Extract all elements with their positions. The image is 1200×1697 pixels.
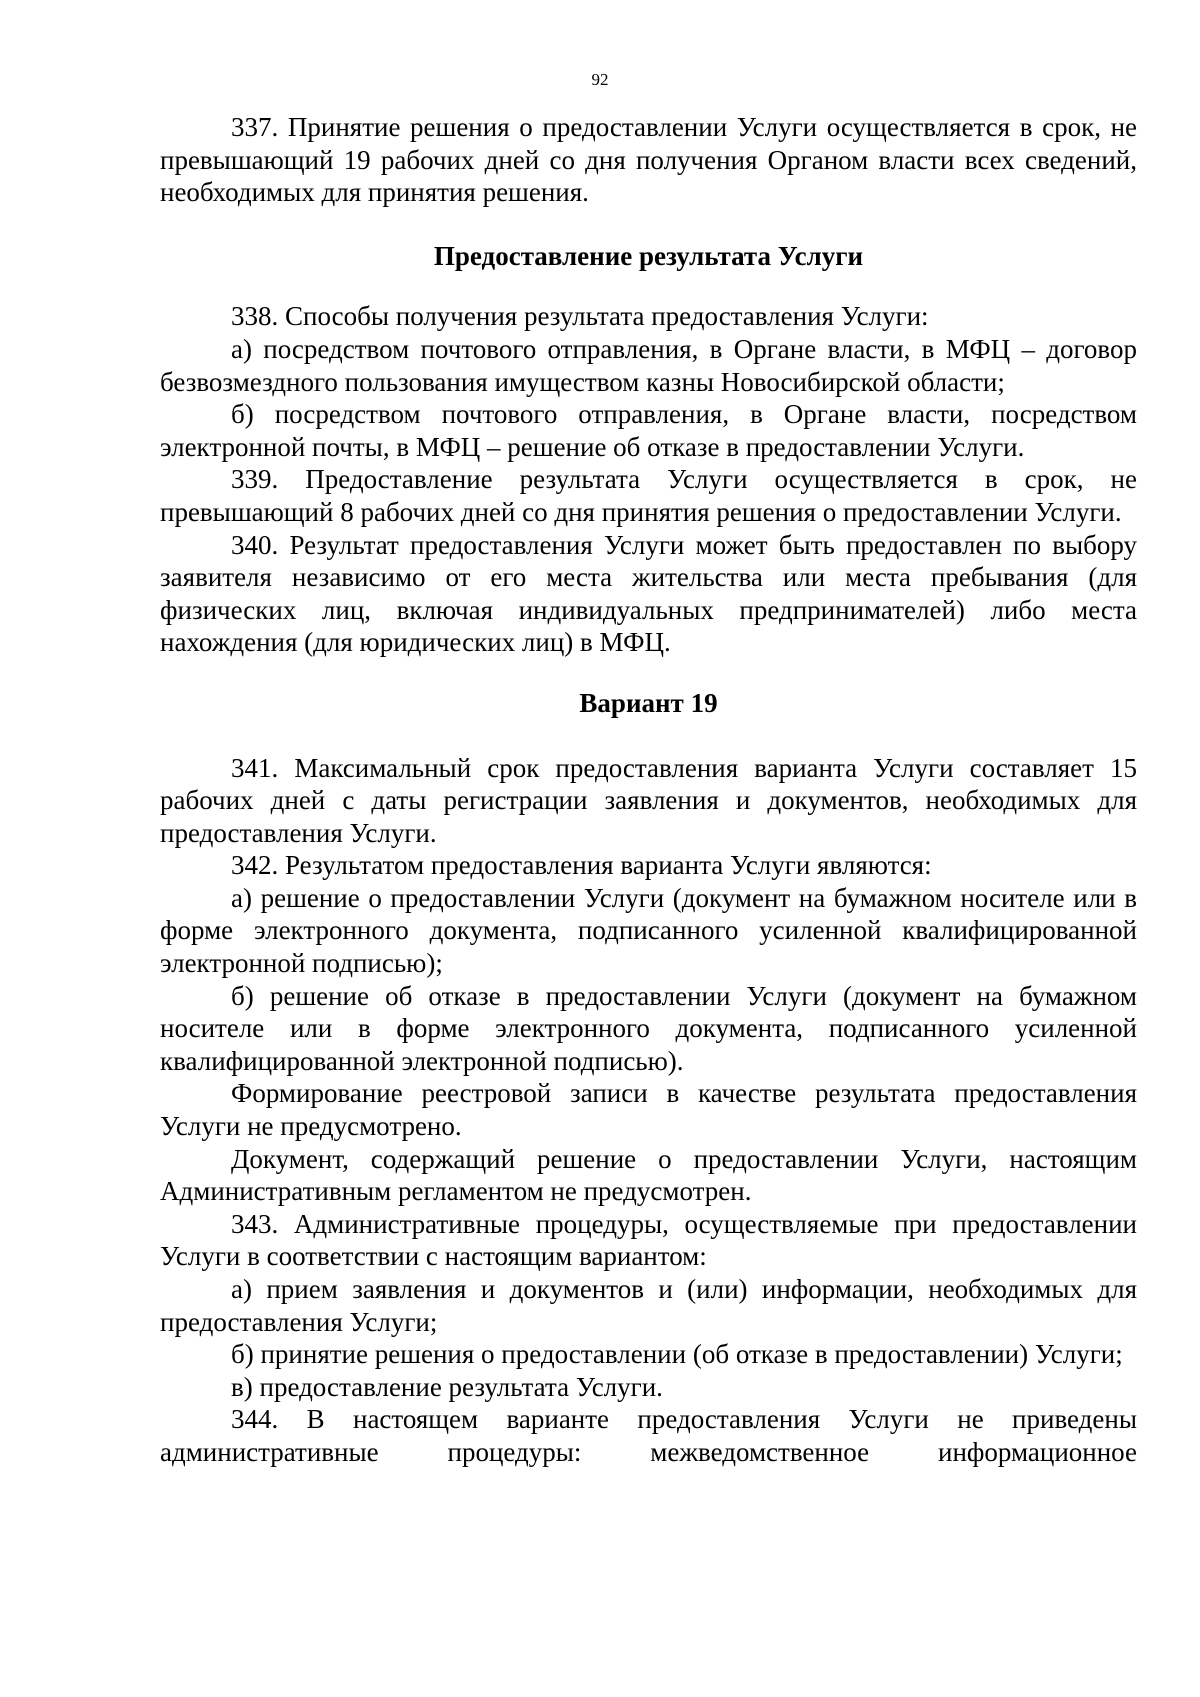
paragraph-342-b: б) решение об отказе в предоставлении Услуги (документ на бумажном носителе или в форме электронного документа, подписанного усиленной квалифицированной электронной подписью). <box>160 980 1137 1076</box>
paragraph-registry-note: Формирование реестровой записи в качестве результата предоставления Услуги не предусмотрено. <box>160 1078 1137 1142</box>
paragraph-340: 340. Результат предоставления Услуги может быть предоставлен по выбору заявителя независимо от его места жительства или места пребывания (для физических лиц, включая индивидуальных предпринимателей) либо места нахождения (для юридических лиц) в МФЦ. <box>160 529 1137 658</box>
paragraph-339: 339. Предоставление результата Услуги осуществляется в срок, не превышающий 8 рабочих дней со дня принятия решения о предоставлении Услуги. <box>160 464 1137 527</box>
paragraph-338: 338. Способы получения результата предоставления Услуги: <box>231 301 929 332</box>
page-number: 92 <box>591 70 609 89</box>
section-heading-variant: Вариант 19 <box>579 687 718 718</box>
paragraph-343-a: а) прием заявления и документов и (или) информации, необходимых для предоставления Услуги; <box>160 1274 1137 1337</box>
paragraph-document-note: Документ, содержащий решение о предоставлении Услуги, настоящим Административным регламентом не предусмотрен. <box>160 1143 1137 1207</box>
paragraph-344: 344. В настоящем варианте предоставления Услуги не приведены административные процедуры: межведомственное информационное <box>160 1404 1137 1467</box>
paragraph-342: 342. Результатом предоставления варианта Услуги являются: <box>231 850 932 881</box>
paragraph-343-c: в) предоставление результата Услуги. <box>231 1371 663 1402</box>
paragraph-337: 337. Принятие решения о предоставлении Услуги осуществляется в срок, не превышающий 19 рабочих дней со дня получения Органом власти всех сведений, необходимых для принятия решения. <box>160 112 1137 208</box>
paragraph-343: 343. Административные процедуры, осуществляемые при предоставлении Услуги в соответствии с настоящим вариантом: <box>160 1208 1137 1272</box>
section-heading-result: Предоставление результата Услуги <box>433 240 864 271</box>
paragraph-342-a: а) решение о предоставлении Услуги (документ на бумажном носителе или в форме электронного документа, подписанного усиленной квалифицированной электронной подписью); <box>160 882 1137 979</box>
paragraph-338-b: б) посредством почтового отправления, в Органе власти, посредством электронной почты, в МФЦ – решение об отказе в предоставлении Услуги. <box>160 399 1137 462</box>
paragraph-338-a: а) посредством почтового отправления, в Органе власти, в МФЦ – договор безвозмездного пользования имуществом казны Новосибирской области; <box>160 333 1137 397</box>
paragraph-343-b: б) принятие решения о предоставлении (об отказе в предоставлении) Услуги; <box>231 1339 1123 1370</box>
paragraph-341: 341. Максимальный срок предоставления варианта Услуги составляет 15 рабочих дней с даты регистрации заявления и документов, необходимых для предоставления Услуги. <box>160 752 1137 848</box>
document-body <box>160 111 1137 1469</box>
